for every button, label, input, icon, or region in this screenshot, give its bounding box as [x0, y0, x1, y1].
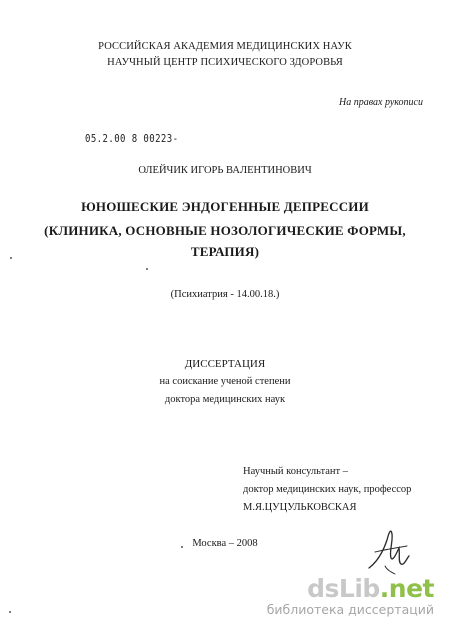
dslib-watermark [240, 576, 440, 622]
specialty-code: (Психиатрия - 14.00.18.) [170, 289, 280, 300]
degree-purpose: на соискание ученой степени [159, 376, 291, 387]
registration-stamp: 05.2.00 8 00223- [85, 132, 179, 145]
author-name: ОЛЕЙЧИК ИГОРЬ ВАЛЕНТИНОВИЧ [138, 165, 312, 176]
institution-center: НАУЧНЫЙ ЦЕНТР ПСИХИЧЕСКОГО ЗДОРОВЬЯ [107, 57, 343, 68]
institution-academy: РОССИЙСКАЯ АКАДЕМИЯ МЕДИЦИНСКИХ НАУК [98, 41, 352, 52]
scan-speck [9, 611, 11, 613]
degree-name: доктора медицинских наук [164, 394, 286, 405]
dissertation-title-line-1: ЮНОШЕСКИЕ ЭНДОГЕННЫЕ ДЕПРЕССИИ [81, 199, 369, 214]
handwritten-signature [365, 522, 413, 576]
manuscript-rights-note: На правах рукописи [339, 97, 423, 108]
dslib-subtitle: библиотека диссертаций [266, 602, 434, 617]
dissertation-title-line-2: (КЛИНИКА, ОСНОВНЫЕ НОЗОЛОГИЧЕСКИЕ ФОРМЫ, [44, 223, 406, 238]
document-type: ДИССЕРТАЦИЯ [184, 358, 266, 370]
consultant-label: Научный консультант – [243, 466, 348, 477]
dissertation-title-line-3: ТЕРАПИЯ) [190, 244, 260, 259]
scan-speck [181, 546, 183, 548]
scan-speck [146, 268, 148, 270]
consultant-name: М.Я.ЦУЦУЛЬКОВСКАЯ [243, 502, 357, 513]
scan-speck [10, 257, 12, 259]
dslib-logo: dsLib.net [307, 574, 434, 603]
consultant-title: доктор медицинских наук, профессор [243, 484, 412, 495]
place-and-year: Москва – 2008 [192, 538, 258, 549]
